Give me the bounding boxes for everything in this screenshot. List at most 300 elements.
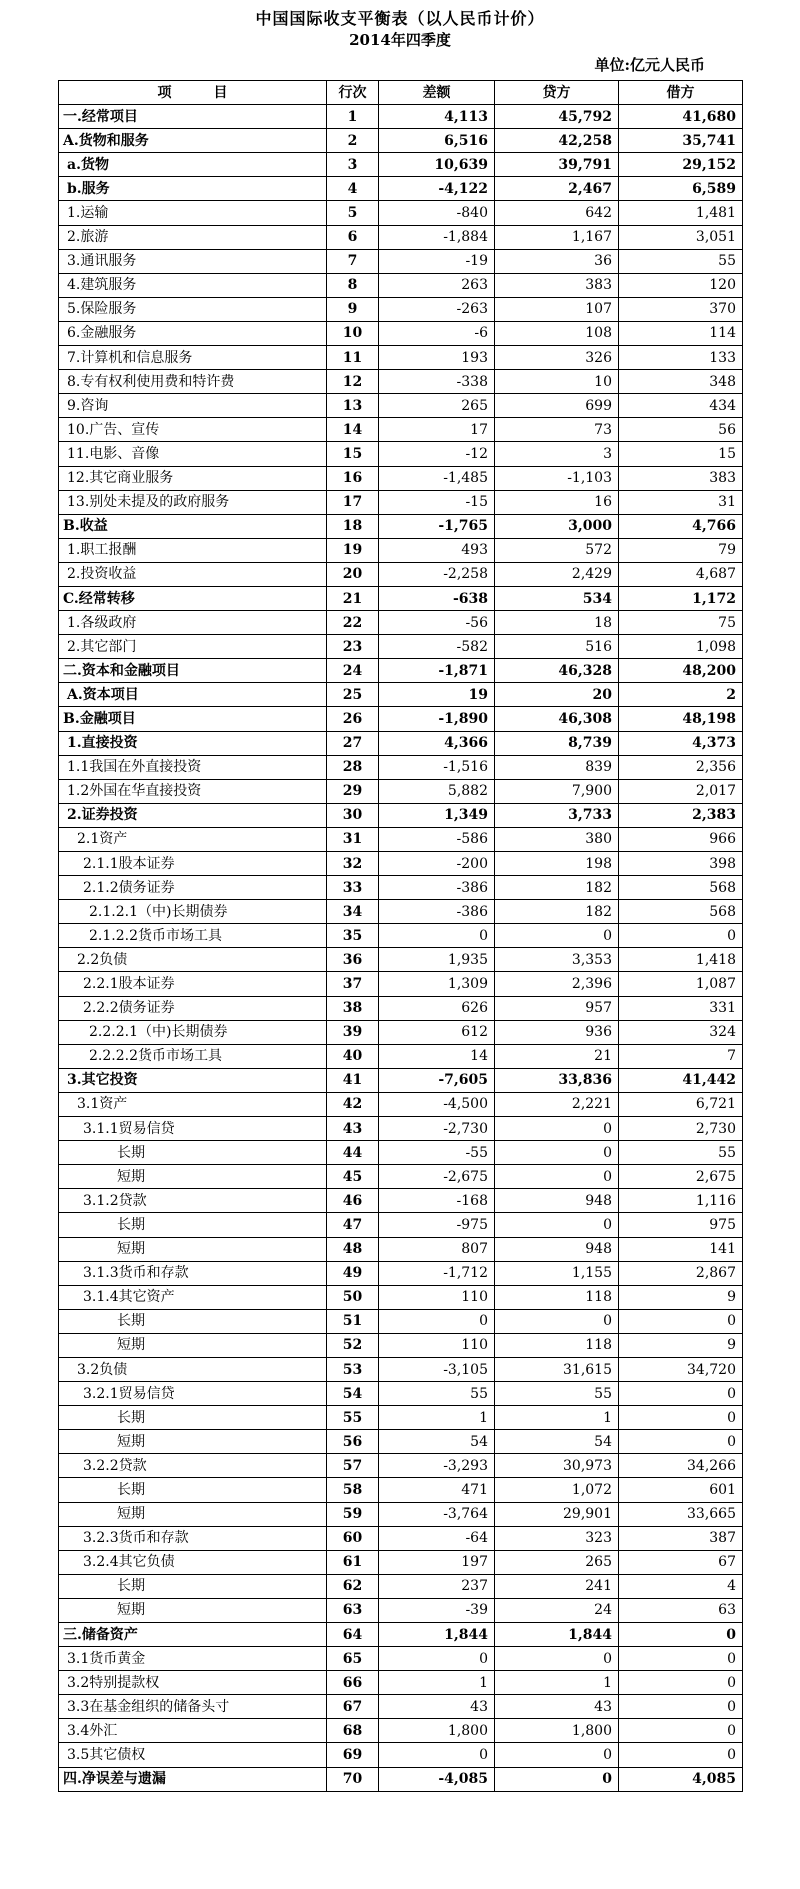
table-row — [59, 442, 743, 466]
table-row — [59, 1526, 743, 1550]
row-number-cell: 63 — [327, 1598, 379, 1622]
debit-cell: 2,356 — [619, 755, 743, 779]
table-row — [59, 1598, 743, 1622]
debit-cell: 1,087 — [619, 972, 743, 996]
credit-cell: 948 — [495, 1189, 619, 1213]
difference-cell: 110 — [379, 1333, 495, 1357]
difference-cell: -586 — [379, 827, 495, 851]
item-cell: 二.资本和金融项目 — [59, 659, 327, 683]
credit-cell: 265 — [495, 1550, 619, 1574]
table-row — [59, 1237, 743, 1261]
row-number-cell: 36 — [327, 948, 379, 972]
row-number-cell: 33 — [327, 876, 379, 900]
table-row — [59, 177, 743, 201]
debit-cell: 3,051 — [619, 225, 743, 249]
table-row — [59, 972, 743, 996]
difference-cell: -3,105 — [379, 1357, 495, 1381]
item-cell: 1.直接投资 — [59, 731, 327, 755]
difference-cell: 0 — [379, 1743, 495, 1767]
difference-cell: 1,800 — [379, 1719, 495, 1743]
row-number-cell: 29 — [327, 779, 379, 803]
item-cell: 短期 — [59, 1598, 327, 1622]
debit-cell: 34,266 — [619, 1454, 743, 1478]
row-number-cell: 30 — [327, 803, 379, 827]
item-cell: 3.1.1贸易信贷 — [59, 1117, 327, 1141]
difference-cell: -56 — [379, 611, 495, 635]
debit-cell: 0 — [619, 1719, 743, 1743]
table-row — [59, 876, 743, 900]
credit-cell: 326 — [495, 346, 619, 370]
item-cell: B.收益 — [59, 514, 327, 538]
table-row — [59, 996, 743, 1020]
row-number-cell: 10 — [327, 321, 379, 345]
table-subtitle: 2014年四季度 — [349, 31, 451, 49]
table-row — [59, 1743, 743, 1767]
item-cell: 2.投资收益 — [59, 562, 327, 586]
credit-cell: 1,800 — [495, 1719, 619, 1743]
debit-cell: 4,373 — [619, 731, 743, 755]
credit-cell: 323 — [495, 1526, 619, 1550]
row-number-cell: 66 — [327, 1671, 379, 1695]
debit-cell: 133 — [619, 346, 743, 370]
table-row — [59, 1671, 743, 1695]
debit-cell: 4,085 — [619, 1767, 743, 1791]
row-number-cell: 8 — [327, 273, 379, 297]
debit-cell: 35,741 — [619, 129, 743, 153]
difference-cell: 626 — [379, 996, 495, 1020]
credit-cell: 46,328 — [495, 659, 619, 683]
table-row — [59, 1767, 743, 1791]
difference-cell: 54 — [379, 1430, 495, 1454]
difference-cell: -1,516 — [379, 755, 495, 779]
difference-cell: -1,890 — [379, 707, 495, 731]
credit-cell: 73 — [495, 418, 619, 442]
difference-cell: 4,113 — [379, 105, 495, 129]
row-number-cell: 69 — [327, 1743, 379, 1767]
row-number-cell: 7 — [327, 249, 379, 273]
debit-cell: 31 — [619, 490, 743, 514]
credit-cell: 1 — [495, 1671, 619, 1695]
debit-cell: 55 — [619, 249, 743, 273]
header-row-number: 行次 — [327, 81, 379, 105]
header-credit: 贷方 — [495, 81, 619, 105]
item-cell: 长期 — [59, 1574, 327, 1598]
row-number-cell: 26 — [327, 707, 379, 731]
table-row — [59, 1189, 743, 1213]
credit-cell: 957 — [495, 996, 619, 1020]
debit-cell: 34,720 — [619, 1357, 743, 1381]
item-cell: 3.其它投资 — [59, 1068, 327, 1092]
difference-cell: -6 — [379, 321, 495, 345]
credit-cell: 108 — [495, 321, 619, 345]
row-number-cell: 3 — [327, 153, 379, 177]
debit-cell: 120 — [619, 273, 743, 297]
table-row — [59, 1647, 743, 1671]
table-row — [59, 225, 743, 249]
difference-cell: 0 — [379, 1647, 495, 1671]
credit-cell: 572 — [495, 538, 619, 562]
credit-cell: 0 — [495, 1767, 619, 1791]
debit-cell: 33,665 — [619, 1502, 743, 1526]
row-number-cell: 21 — [327, 586, 379, 610]
credit-cell: 0 — [495, 1213, 619, 1237]
credit-cell: 7,900 — [495, 779, 619, 803]
debit-cell: 0 — [619, 1695, 743, 1719]
credit-cell: 699 — [495, 394, 619, 418]
row-number-cell: 60 — [327, 1526, 379, 1550]
table-row — [59, 514, 743, 538]
difference-cell: 263 — [379, 273, 495, 297]
item-cell: 3.1资产 — [59, 1092, 327, 1116]
difference-cell: -338 — [379, 370, 495, 394]
row-number-cell: 32 — [327, 852, 379, 876]
item-cell: 3.2.2贷款 — [59, 1454, 327, 1478]
table-row — [59, 418, 743, 442]
difference-cell: -386 — [379, 900, 495, 924]
table-row — [59, 490, 743, 514]
item-cell: 2.1资产 — [59, 827, 327, 851]
difference-cell: 0 — [379, 924, 495, 948]
row-number-cell: 12 — [327, 370, 379, 394]
difference-cell: -3,764 — [379, 1502, 495, 1526]
debit-cell: 2,383 — [619, 803, 743, 827]
table-row — [59, 1092, 743, 1116]
row-number-cell: 67 — [327, 1695, 379, 1719]
difference-cell: 0 — [379, 1309, 495, 1333]
item-cell: 短期 — [59, 1165, 327, 1189]
difference-cell: 6,516 — [379, 129, 495, 153]
row-number-cell: 15 — [327, 442, 379, 466]
item-cell: 2.1.2.1（中)长期债券 — [59, 900, 327, 924]
credit-cell: 2,221 — [495, 1092, 619, 1116]
row-number-cell: 25 — [327, 683, 379, 707]
debit-cell: 2,017 — [619, 779, 743, 803]
debit-cell: 48,200 — [619, 659, 743, 683]
row-number-cell: 22 — [327, 611, 379, 635]
credit-cell: 380 — [495, 827, 619, 851]
debit-cell: 2,675 — [619, 1165, 743, 1189]
item-cell: 短期 — [59, 1430, 327, 1454]
row-number-cell: 42 — [327, 1092, 379, 1116]
difference-cell: -638 — [379, 586, 495, 610]
item-cell: 短期 — [59, 1502, 327, 1526]
item-cell: 3.1.2贷款 — [59, 1189, 327, 1213]
credit-cell: 118 — [495, 1333, 619, 1357]
row-number-cell: 4 — [327, 177, 379, 201]
debit-cell: 4,766 — [619, 514, 743, 538]
table-row — [59, 1695, 743, 1719]
debit-cell: 434 — [619, 394, 743, 418]
difference-cell: 17 — [379, 418, 495, 442]
credit-cell: 0 — [495, 1141, 619, 1165]
item-cell: A.货物和服务 — [59, 129, 327, 153]
credit-cell: 29,901 — [495, 1502, 619, 1526]
credit-cell: 182 — [495, 900, 619, 924]
item-cell: 2.2.1股本证券 — [59, 972, 327, 996]
table-row — [59, 827, 743, 851]
difference-cell: 265 — [379, 394, 495, 418]
credit-cell: 948 — [495, 1237, 619, 1261]
debit-cell: 75 — [619, 611, 743, 635]
difference-cell: 1,349 — [379, 803, 495, 827]
row-number-cell: 27 — [327, 731, 379, 755]
table-row — [59, 153, 743, 177]
header-difference: 差额 — [379, 81, 495, 105]
debit-cell: 966 — [619, 827, 743, 851]
item-cell: 三.储备资产 — [59, 1623, 327, 1647]
row-number-cell: 57 — [327, 1454, 379, 1478]
credit-cell: 20 — [495, 683, 619, 707]
debit-cell: 0 — [619, 1406, 743, 1430]
credit-cell: 182 — [495, 876, 619, 900]
item-cell: 3.2.4其它负债 — [59, 1550, 327, 1574]
table-row — [59, 1285, 743, 1309]
row-number-cell: 17 — [327, 490, 379, 514]
row-number-cell: 38 — [327, 996, 379, 1020]
item-cell: 2.2负债 — [59, 948, 327, 972]
row-number-cell: 45 — [327, 1165, 379, 1189]
row-number-cell: 23 — [327, 635, 379, 659]
difference-cell: -975 — [379, 1213, 495, 1237]
table-body — [59, 105, 743, 1792]
table-row — [59, 755, 743, 779]
item-cell: 11.电影、音像 — [59, 442, 327, 466]
table-row — [59, 635, 743, 659]
credit-cell: 54 — [495, 1430, 619, 1454]
difference-cell: 1,935 — [379, 948, 495, 972]
debit-cell: 601 — [619, 1478, 743, 1502]
debit-cell: 141 — [619, 1237, 743, 1261]
credit-cell: 1,844 — [495, 1623, 619, 1647]
credit-cell: 1 — [495, 1406, 619, 1430]
credit-cell: 30,973 — [495, 1454, 619, 1478]
unit-label: 单位:亿元人民币 — [594, 56, 705, 74]
credit-cell: 10 — [495, 370, 619, 394]
credit-cell: 33,836 — [495, 1068, 619, 1092]
credit-cell: 2,467 — [495, 177, 619, 201]
credit-cell: 46,308 — [495, 707, 619, 731]
row-number-cell: 9 — [327, 297, 379, 321]
difference-cell: 19 — [379, 683, 495, 707]
item-cell: 2.1.2.2货币市场工具 — [59, 924, 327, 948]
difference-cell: 10,639 — [379, 153, 495, 177]
difference-cell: -4,085 — [379, 1767, 495, 1791]
credit-cell: 1,072 — [495, 1478, 619, 1502]
table-row — [59, 1454, 743, 1478]
table-row — [59, 1382, 743, 1406]
difference-cell: 807 — [379, 1237, 495, 1261]
debit-cell: 0 — [619, 924, 743, 948]
debit-cell: 114 — [619, 321, 743, 345]
table-row — [59, 1406, 743, 1430]
credit-cell: 24 — [495, 1598, 619, 1622]
credit-cell: 0 — [495, 924, 619, 948]
credit-cell: 18 — [495, 611, 619, 635]
row-number-cell: 51 — [327, 1309, 379, 1333]
item-cell: 1.2外国在华直接投资 — [59, 779, 327, 803]
table-row — [59, 659, 743, 683]
item-cell: 8.专有权利使用费和特许费 — [59, 370, 327, 394]
difference-cell: -1,884 — [379, 225, 495, 249]
table-row — [59, 707, 743, 731]
difference-cell: -19 — [379, 249, 495, 273]
debit-cell: 2,730 — [619, 1117, 743, 1141]
debit-cell: 348 — [619, 370, 743, 394]
difference-cell: 5,882 — [379, 779, 495, 803]
table-row — [59, 731, 743, 755]
debit-cell: 6,589 — [619, 177, 743, 201]
table-row — [59, 105, 743, 129]
row-number-cell: 61 — [327, 1550, 379, 1574]
row-number-cell: 50 — [327, 1285, 379, 1309]
debit-cell: 1,116 — [619, 1189, 743, 1213]
item-cell: 长期 — [59, 1406, 327, 1430]
item-cell: 12.其它商业服务 — [59, 466, 327, 490]
difference-cell: -1,712 — [379, 1261, 495, 1285]
debit-cell: 1,098 — [619, 635, 743, 659]
difference-cell: 612 — [379, 1020, 495, 1044]
item-cell: 3.1.3货币和存款 — [59, 1261, 327, 1285]
item-cell: 3.5其它债权 — [59, 1743, 327, 1767]
row-number-cell: 48 — [327, 1237, 379, 1261]
table-row — [59, 852, 743, 876]
row-number-cell: 11 — [327, 346, 379, 370]
credit-cell: 642 — [495, 201, 619, 225]
debit-cell: 568 — [619, 900, 743, 924]
debit-cell: 2,867 — [619, 1261, 743, 1285]
row-number-cell: 47 — [327, 1213, 379, 1237]
item-cell: 长期 — [59, 1213, 327, 1237]
row-number-cell: 53 — [327, 1357, 379, 1381]
table-row — [59, 1261, 743, 1285]
item-cell: 1.1我国在外直接投资 — [59, 755, 327, 779]
item-cell: a.货物 — [59, 153, 327, 177]
debit-cell: 1,418 — [619, 948, 743, 972]
table-row — [59, 1357, 743, 1381]
debit-cell: 0 — [619, 1671, 743, 1695]
item-cell: 3.2特别提款权 — [59, 1671, 327, 1695]
difference-cell: 193 — [379, 346, 495, 370]
balance-of-payments-table — [58, 80, 743, 1792]
table-row — [59, 1117, 743, 1141]
table-row — [59, 1333, 743, 1357]
difference-cell: -3,293 — [379, 1454, 495, 1478]
item-cell: 1.职工报酬 — [59, 538, 327, 562]
row-number-cell: 1 — [327, 105, 379, 129]
difference-cell: 110 — [379, 1285, 495, 1309]
difference-cell: 237 — [379, 1574, 495, 1598]
debit-cell: 370 — [619, 297, 743, 321]
credit-cell: 3,733 — [495, 803, 619, 827]
difference-cell: -386 — [379, 876, 495, 900]
credit-cell: 241 — [495, 1574, 619, 1598]
debit-cell: 324 — [619, 1020, 743, 1044]
item-cell: 2.2.2债务证券 — [59, 996, 327, 1020]
table-row — [59, 1213, 743, 1237]
item-cell: 3.通讯服务 — [59, 249, 327, 273]
credit-cell: 1,155 — [495, 1261, 619, 1285]
credit-cell: 3,000 — [495, 514, 619, 538]
difference-cell: -7,605 — [379, 1068, 495, 1092]
row-number-cell: 16 — [327, 466, 379, 490]
difference-cell: 197 — [379, 1550, 495, 1574]
item-cell: 2.证券投资 — [59, 803, 327, 827]
difference-cell: -2,675 — [379, 1165, 495, 1189]
credit-cell: 2,429 — [495, 562, 619, 586]
table-row — [59, 297, 743, 321]
debit-cell: 9 — [619, 1333, 743, 1357]
difference-cell: -2,258 — [379, 562, 495, 586]
table-row — [59, 1044, 743, 1068]
table-row — [59, 1020, 743, 1044]
item-cell: 3.1.4其它资产 — [59, 1285, 327, 1309]
debit-cell: 331 — [619, 996, 743, 1020]
item-cell: 1.运输 — [59, 201, 327, 225]
row-number-cell: 49 — [327, 1261, 379, 1285]
item-cell: 2.1.1股本证券 — [59, 852, 327, 876]
item-cell: 7.计算机和信息服务 — [59, 346, 327, 370]
debit-cell: 0 — [619, 1623, 743, 1647]
item-cell: 5.保险服务 — [59, 297, 327, 321]
table-row — [59, 1141, 743, 1165]
difference-cell: 4,366 — [379, 731, 495, 755]
table-row — [59, 803, 743, 827]
table-row — [59, 1719, 743, 1743]
row-number-cell: 28 — [327, 755, 379, 779]
debit-cell: 48,198 — [619, 707, 743, 731]
credit-cell: 534 — [495, 586, 619, 610]
credit-cell: 936 — [495, 1020, 619, 1044]
credit-cell: 55 — [495, 1382, 619, 1406]
difference-cell: -168 — [379, 1189, 495, 1213]
table-row — [59, 611, 743, 635]
credit-cell: 2,396 — [495, 972, 619, 996]
credit-cell: 839 — [495, 755, 619, 779]
table-row — [59, 321, 743, 345]
table-row — [59, 562, 743, 586]
table-row — [59, 1068, 743, 1092]
row-number-cell: 19 — [327, 538, 379, 562]
row-number-cell: 41 — [327, 1068, 379, 1092]
row-number-cell: 65 — [327, 1647, 379, 1671]
credit-cell: 1,167 — [495, 225, 619, 249]
credit-cell: 198 — [495, 852, 619, 876]
credit-cell: 16 — [495, 490, 619, 514]
table-row — [59, 538, 743, 562]
debit-cell: 4 — [619, 1574, 743, 1598]
credit-cell: 0 — [495, 1647, 619, 1671]
item-cell: 9.咨询 — [59, 394, 327, 418]
debit-cell: 15 — [619, 442, 743, 466]
table-row — [59, 1165, 743, 1189]
item-cell: 2.1.2债务证券 — [59, 876, 327, 900]
debit-cell: 0 — [619, 1309, 743, 1333]
item-cell: 3.3在基金组织的储备头寸 — [59, 1695, 327, 1719]
credit-cell: -1,103 — [495, 466, 619, 490]
item-cell: 2.2.2.2货币市场工具 — [59, 1044, 327, 1068]
debit-cell: 79 — [619, 538, 743, 562]
item-cell: 4.建筑服务 — [59, 273, 327, 297]
row-number-cell: 35 — [327, 924, 379, 948]
row-number-cell: 2 — [327, 129, 379, 153]
row-number-cell: 46 — [327, 1189, 379, 1213]
credit-cell: 0 — [495, 1117, 619, 1141]
row-number-cell: 20 — [327, 562, 379, 586]
credit-cell: 383 — [495, 273, 619, 297]
table-row — [59, 1430, 743, 1454]
debit-cell: 0 — [619, 1647, 743, 1671]
debit-cell: 0 — [619, 1743, 743, 1767]
